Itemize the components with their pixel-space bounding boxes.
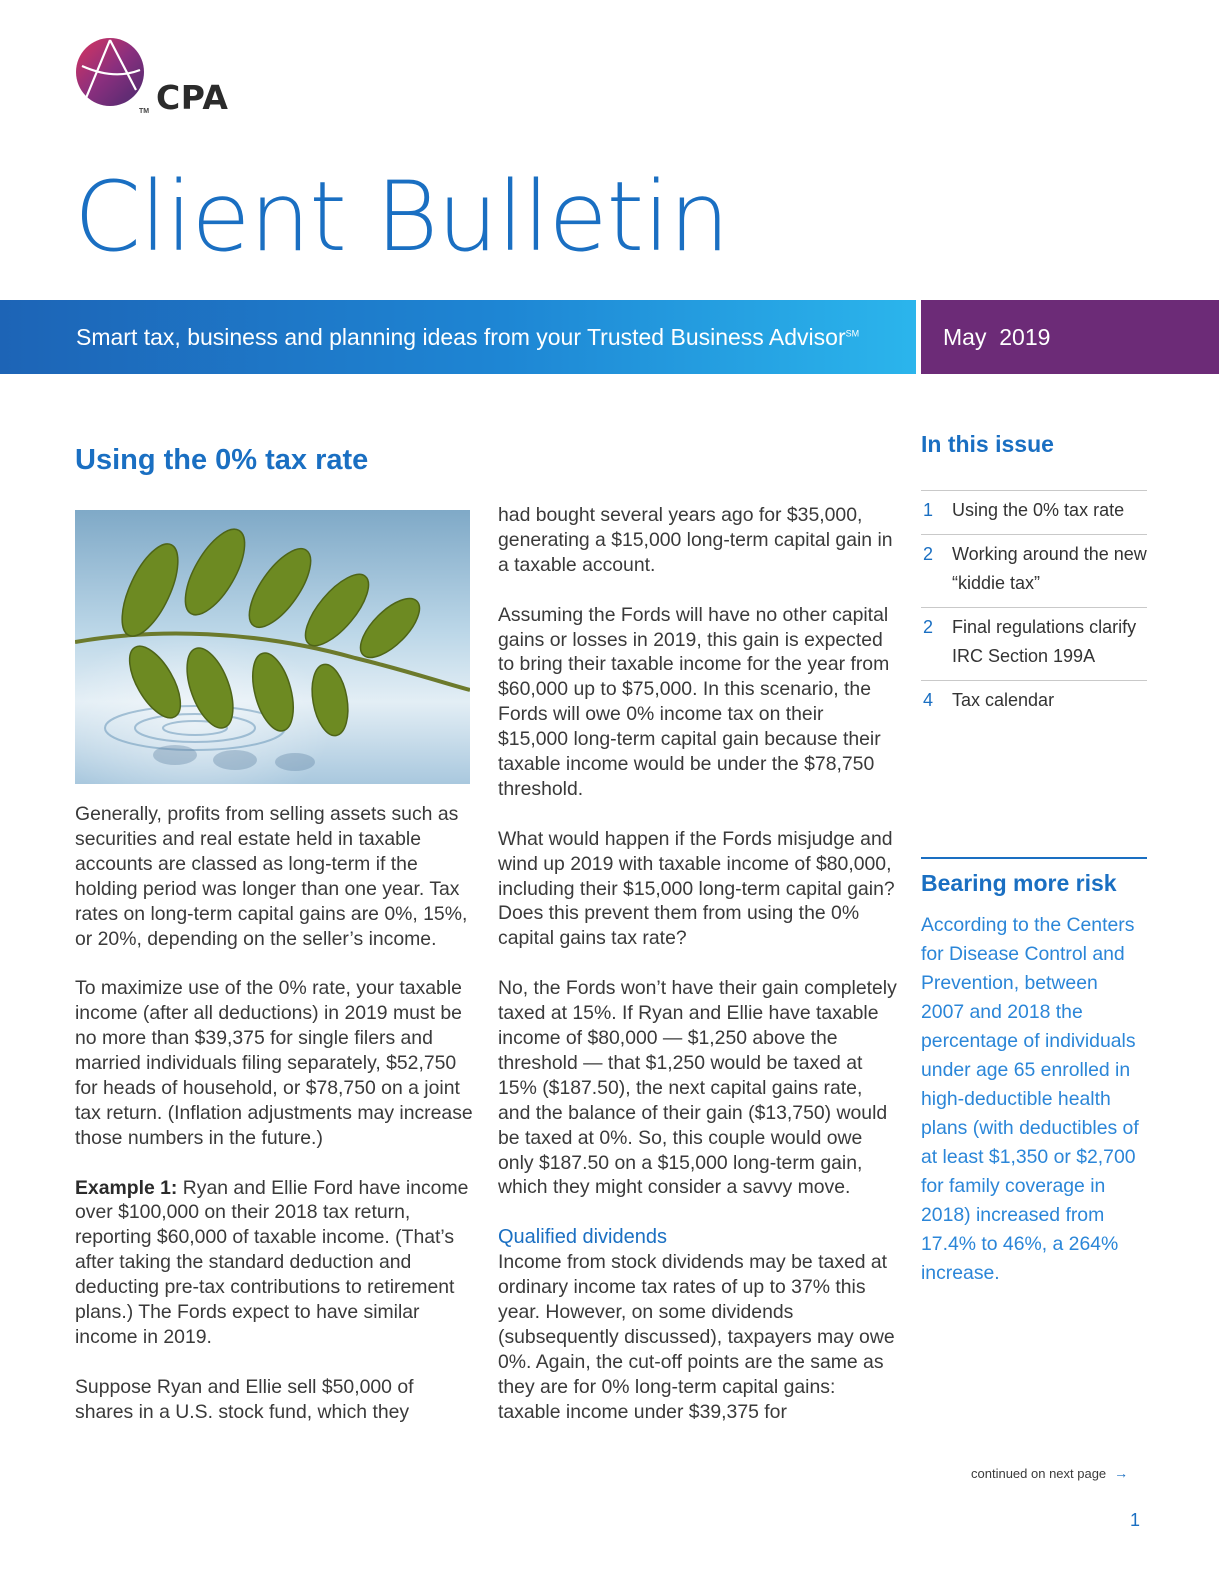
issue-date: May 2019 (943, 324, 1051, 350)
continued-link[interactable] (971, 1465, 1128, 1481)
paragraph: Generally, profits from selling assets such as securities and real estate held in taxable accounts are classed as long-term if the holding period was longer than one year. Tax rates on long-term capital gains are 0%, 15%, or 20%, depending on the seller’s income. (75, 803, 468, 950)
tagline (76, 324, 859, 351)
issue-date-box (921, 300, 1219, 374)
bulletin-title: Client Bulletin (74, 161, 729, 273)
trademark-mark: TM (139, 108, 150, 115)
logo-text: CPA (156, 78, 229, 117)
toc-page-number: 4 (923, 690, 934, 710)
toc-page-number: 2 (923, 617, 934, 637)
service-mark: SM (845, 328, 860, 339)
toc-item[interactable] (921, 608, 1147, 681)
sidebar-body: According to the Centers for Disease Control and Prevention, between 2007 and 2018 the percentage of individuals under age 65 enrolled in high-deductible health plans (with deductibles of at least $1,350 or $2,700 for family coverage in 2018) increased from 17.4% to 46%, a 264% increase. (921, 914, 1139, 1284)
article-column-2 (498, 503, 898, 1449)
toc-item-label: Final regulations clarify IRC Section 199A (952, 617, 1137, 666)
cpa-logo-icon (74, 36, 146, 108)
paragraph: Income from stock dividends may be taxed at ordinary income tax rates of up to 37% this year. However, on some dividends (subsequently discussed), taxpayers may owe 0%. Again, the cut-off points are the same as they are for 0% long-term capital gains: taxable income under $39,375 for (498, 1251, 895, 1423)
page-number: 1 (1130, 1510, 1141, 1530)
paragraph: To maximize use of the 0% rate, your taxable income (after all deductions) in 2019 must be no more than $39,375 for single filers and married individuals filing separately, $52,750 for heads of household, or $78,750 on a joint tax return. (Inflation adjustments may increase those numbers in the future.) (75, 977, 473, 1149)
paragraph: Assuming the Fords will have no other capital gains or losses in 2019, this gain is expected to bring their taxable income for the year from $60,000 up to $75,000. In this scenario, the Fords will owe 0% income tax on their $15,000 long-term capital gain because their taxable income would be under the $78,750 threshold. (498, 603, 890, 800)
paragraph: No, the Fords won’t have their gain completely taxed at 15%. If Ryan and Ellie have taxable income of $80,000 — $1,250 above the threshold — that $1,250 would be taxed at 15% ($187.50), the next capital gains rate, and the balance of their gain ($13,750) would be taxed at 0%. So, this couple would owe only $187.50 on a $15,000 long-term gain, which they might consider a savvy move. (498, 977, 897, 1199)
paragraph: Suppose Ryan and Ellie sell $50,000 of shares in a U.S. stock fund, which they (75, 1375, 414, 1423)
example-paragraph (75, 1176, 475, 1350)
leaf-water-photo (75, 510, 470, 784)
subheading-qualified-dividends: Qualified dividends (498, 1226, 667, 1249)
toc-title: In this issue (921, 431, 1054, 457)
tagline-text: Smart tax, business and planning ideas from your Trusted Business Advisor (76, 324, 846, 350)
toc-item[interactable] (921, 535, 1147, 608)
paragraph: had bought several years ago for $35,000, generating a $15,000 long-term capital gain in a taxable account. (498, 504, 893, 576)
sidebar-title: Bearing more risk (921, 870, 1117, 896)
toc-page-number: 1 (923, 500, 934, 520)
example-label: Example 1: (75, 1176, 178, 1199)
toc-item-label: Using the 0% tax rate (952, 500, 1125, 520)
example-text: Ryan and Ellie Ford have income over $100,000 on their 2018 tax return, reporting $60,000 of taxable income. (That’s after taking the standard deduction and deducting pre-tax contributions to retirement plans.) The Fords expect to have similar income in 2019. (75, 1176, 469, 1348)
arrow-right-icon: → (1114, 1465, 1129, 1481)
toc-item[interactable] (921, 491, 1147, 535)
paragraph: What would happen if the Fords misjudge and wind up 2019 with taxable income of $80,000, including their $15,000 long-term capital gain? Does this prevent them from using the 0% capital gains tax rate? (498, 827, 895, 950)
continued-text: continued on next page (971, 1466, 1107, 1481)
article-headline: Using the 0% tax rate (75, 444, 369, 476)
cpa-logo (74, 36, 254, 120)
toc-list (921, 490, 1147, 724)
toc-item-label: Tax calendar (952, 690, 1055, 710)
toc-page-number: 2 (923, 544, 934, 564)
article-column-1 (75, 802, 475, 1450)
toc-item[interactable] (921, 681, 1147, 724)
tagline-banner (0, 300, 916, 374)
toc-item-label: Working around the new “kiddie tax” (952, 544, 1147, 593)
sidebar-divider (921, 857, 1147, 859)
